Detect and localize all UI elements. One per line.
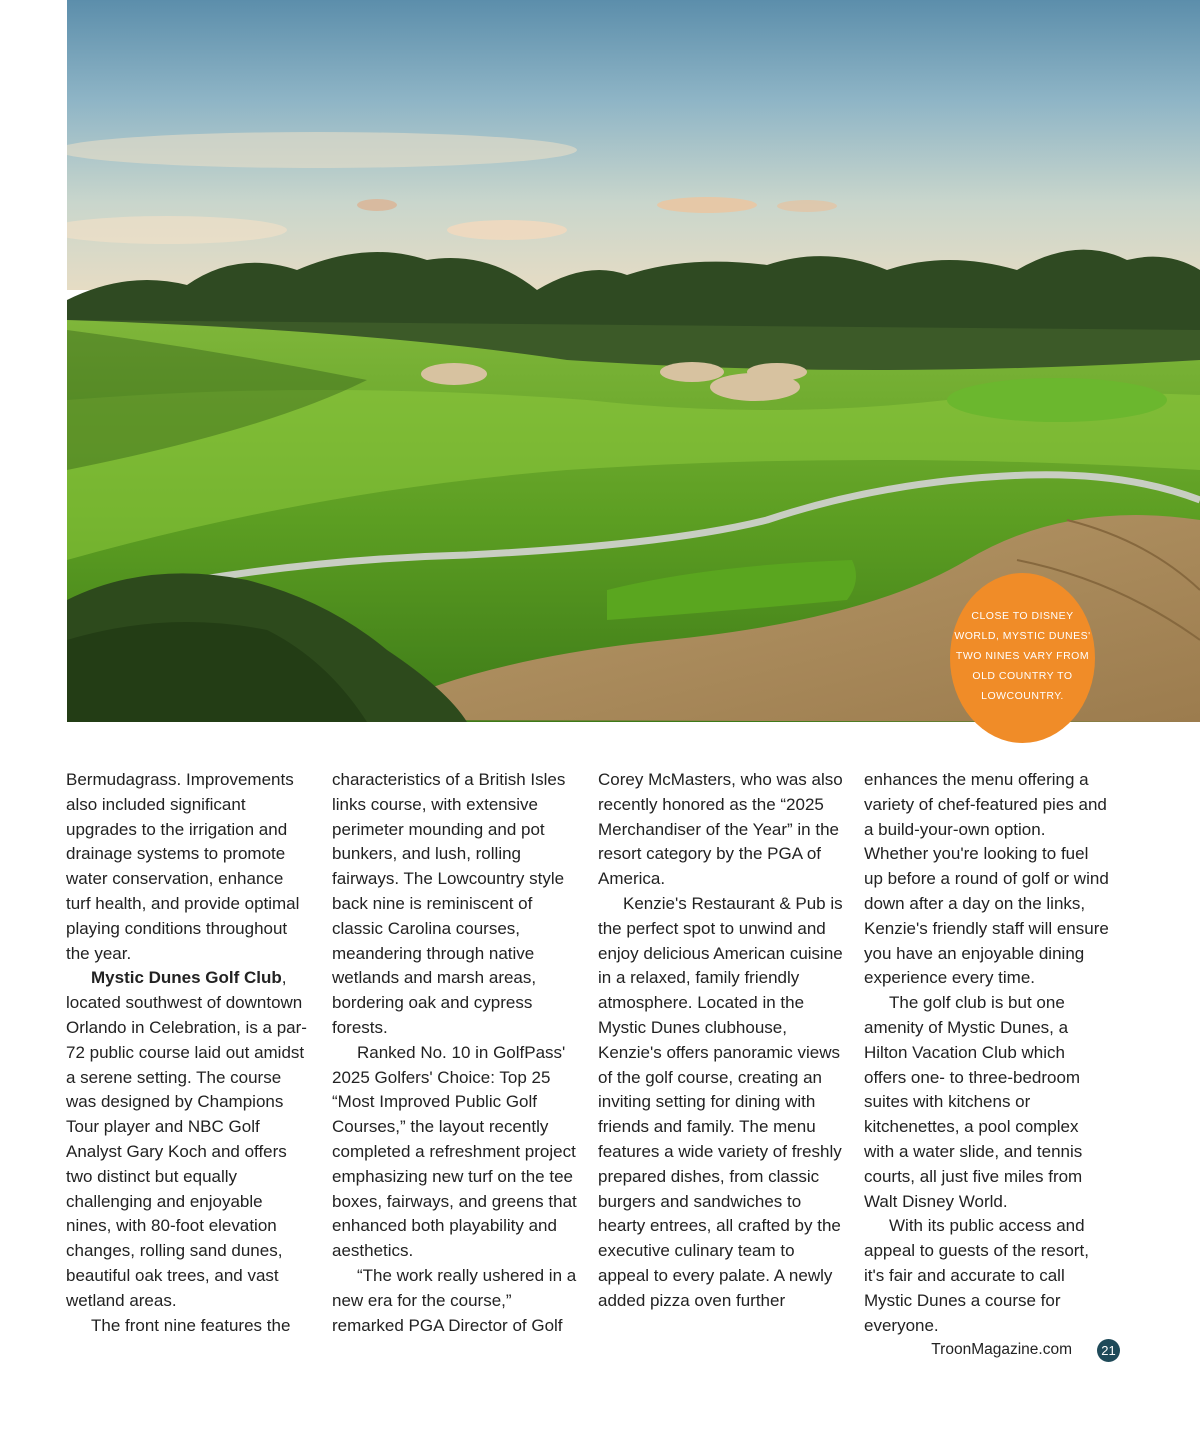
paragraph: The front nine features the: [91, 1315, 291, 1335]
paragraph: [66, 966, 312, 1313]
text-column-3: [598, 768, 844, 1314]
text-column-2: [332, 768, 578, 1338]
paragraph: Corey McMasters, who was also recently honored as the “2025 Merchandiser of the Year” in the resort category by the PGA of America.: [598, 770, 843, 889]
paragraph: With its public access and appeal to guests of the resort, it's fair and accurate to call Mystic Dunes a course for everyone.: [864, 1216, 1089, 1335]
text-column-1: [66, 768, 312, 1338]
footer-site-link[interactable]: TroonMagazine.com: [931, 1341, 1072, 1358]
club-name: Mystic Dunes Golf Club: [91, 968, 282, 988]
paragraph: “The work really ushered in a new era for the course,” remarked PGA Director of Golf: [332, 1265, 577, 1335]
paragraph: Kenzie's Restaurant & Pub is the perfect spot to unwind and enjoy delicious American cuisine in a relaxed, family friendly atmosphere. Located in the Mystic Dunes clubhouse, Kenzie's offers panoramic views of the golf course, creating an inviting setting for dining with friends and family. The menu features a wide variety of freshly prepared dishes, from classic burgers and sandwiches to hearty entrees, all crafted by the executive culinary team to appeal to every palate. A newly added pizza oven further: [598, 893, 843, 1310]
paragraph: The golf club is but one amenity of Mystic Dunes, a Hilton Vacation Club which offers one- to three-bedroom suites with kitchens or kitchenettes, a pool complex with a water slide, and tennis courts, all just five miles from Walt Disney World.: [864, 993, 1083, 1211]
paragraph: enhances the menu offering a variety of chef-featured pies and a build-your-own option. Whether you're looking to fuel up before a round of golf or wind down after a day on the links, Kenzie's friendly staff will ensure you have an enjoyable dining experience every time.: [864, 770, 1109, 988]
page-number: 21: [1097, 1339, 1120, 1362]
paragraph: Ranked No. 10 in GolfPass' 2025 Golfers' Choice: Top 25 “Most Improved Public Golf Courses,” the layout recently completed a refreshment project emphasizing new turf on the tee boxes, fairways, and greens that enhanced both playability and aesthetics.: [332, 1042, 577, 1261]
paragraph: Bermudagrass. Improvements also included significant upgrades to the irrigation and drainage systems to promote water conservation, enhance turf health, and provide optimal playing conditions throughout the year.: [66, 770, 300, 963]
text-column-4: [864, 768, 1110, 1338]
callout-text: CLOSE TO DISNEY WORLD, MYSTIC DUNES' TWO NINES VARY FROM OLD COUNTRY TO LOWCOUNTRY.: [954, 610, 1091, 702]
paragraph-text: , located southwest of downtown Orlando in Celebration, is a par-72 public course laid out amidst a serene setting. The course was designed by Champions Tour player and NBC Golf Analyst Gary Koch and offers two distinct but equally challenging and enjoyable nines, with 80-foot elevation changes, rolling sand dunes, beautiful oak trees, and vast wetland areas.: [66, 968, 307, 1310]
paragraph: characteristics of a British Isles links course, with extensive perimeter mounding and pot bunkers, and lush, rolling fairways. The Lowcountry style back nine is reminiscent of classic Carolina courses, meandering through native wetlands and marsh areas, bordering oak and cypress forests.: [332, 770, 566, 1037]
